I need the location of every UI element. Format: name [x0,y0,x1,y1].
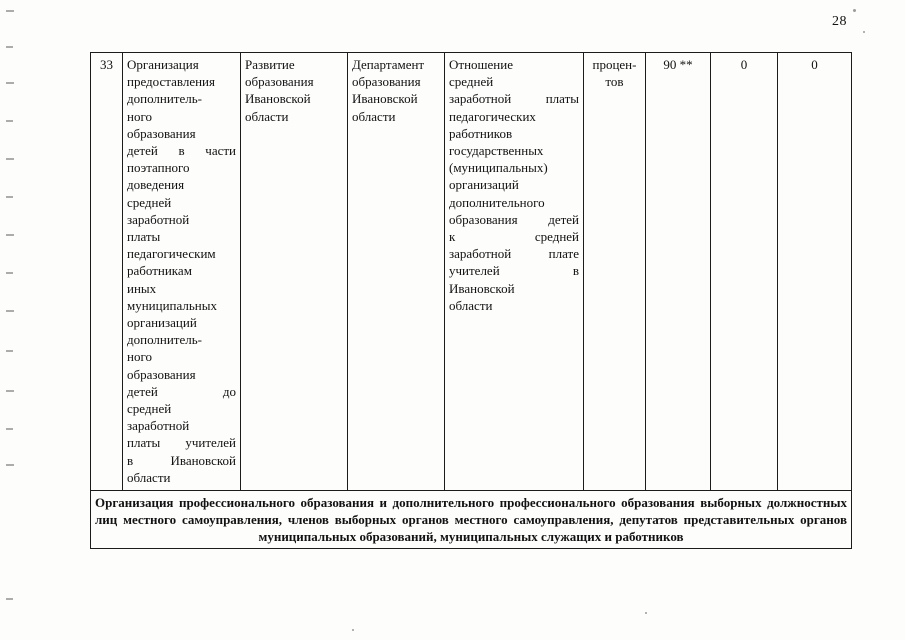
scan-artifact [6,82,14,84]
cell-program-name: Развитие образования Ивановской области [241,53,348,491]
scan-artifact [6,158,14,160]
cell-target-value: 90 ** [646,53,711,491]
scan-artifact [6,310,14,312]
scan-artifact [6,234,14,236]
section-header-text: Организация профессионального образования и дополнительного профессионального образования выборных должностных лиц местного самоуправления, членов выборных органов местного самоуправления, депутатов представительных органов муниципальных образований, муниципальных служащих и работников [91,491,852,549]
scan-artifact [6,598,13,600]
scan-artifact [6,464,14,466]
scan-artifact [6,46,13,48]
scan-artifact [6,10,14,12]
program-indicators-table [90,52,852,549]
scan-artifact [6,428,13,430]
section-header-row [91,491,852,549]
cell-department-name: Департамент образования Ивановской области [348,53,445,491]
cell-value-b: 0 [778,53,852,491]
cell-indicator-name: Отношение средней заработной платы педагогических работников государственных (муниципальных) организаций дополнительного образования детей к средней заработной плате учителей в Ивановской области [445,53,584,491]
scan-artifact [6,196,13,198]
scan-artifact [6,350,13,352]
scan-artifact [6,272,13,274]
page-number: 28 [832,14,847,29]
scan-artifact [6,120,13,122]
cell-unit: процен- тов [584,53,646,491]
scan-artifact [6,390,14,392]
cell-service-name: Организация предоставления дополнитель- ного образования детей в части поэтапного доведения средней заработной платы педагогическим работникам иных муниципальных организаций дополнитель- ного образования детей до средней заработной платы учителей в Ивановской области [123,53,241,491]
scan-artifact [645,612,647,614]
scan-artifact [853,9,856,12]
scan-artifact [352,629,354,631]
cell-value-a: 0 [711,53,778,491]
cell-row-number: 33 [91,53,123,491]
scan-artifact [863,31,865,33]
table-row-33 [91,53,852,491]
